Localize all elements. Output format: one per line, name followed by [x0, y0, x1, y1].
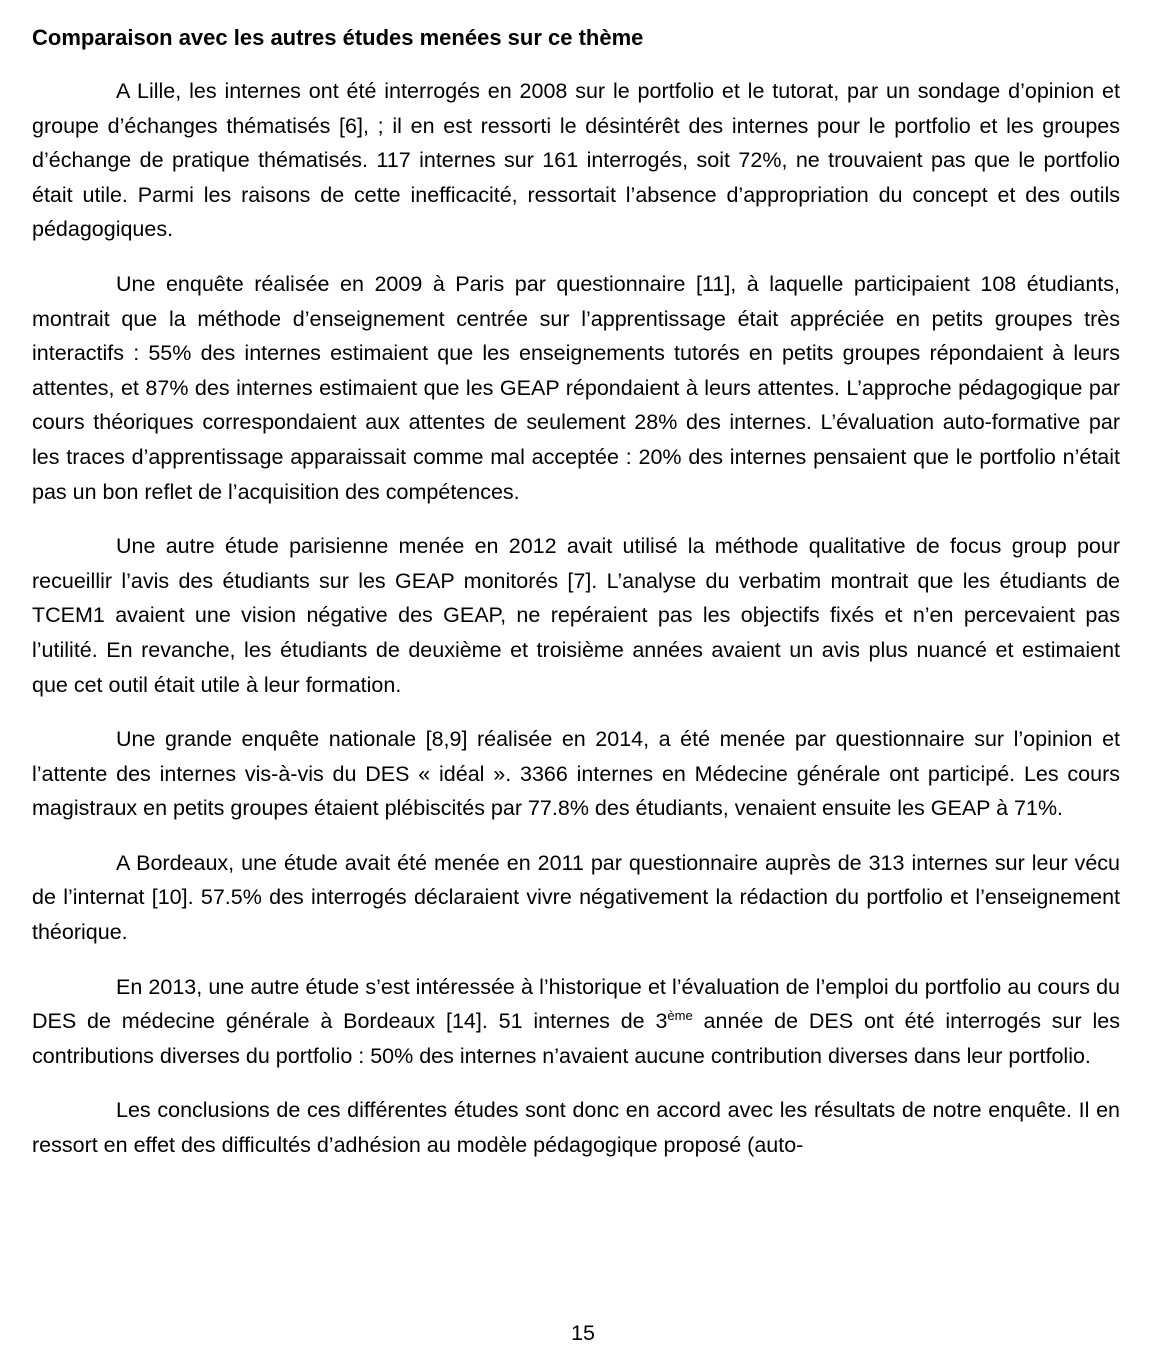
paragraph-paris-2012-study: Une autre étude parisienne menée en 2012 avait utilisé la méthode qualitative de focus group pour recueillir l’avis des étudiants sur les GEAP monitorés [7]. L’analyse du verbatim montrait que les étudiants de TCEM1 avaient une vision négative des GEAP, ne repéraient pas les objectifs fixés et n’en percevaient pas l’utilité. En revanche, les étudiants de deuxième et troisième années avaient un avis plus nuancé et estimaient que cet outil était utile à leur formation. — [32, 534, 1120, 697]
paragraph-bordeaux-2011-study: A Bordeaux, une étude avait été menée en 2011 par questionnaire auprès de 313 internes sur leur vécu de l’internat [10]. 57.5% des interrogés déclaraient vivre négativement la rédaction du portfolio et l’enseignement théorique. — [32, 850, 1120, 945]
paragraph-text-before: En 2013, une autre étude s’est intéressée à l’historique et l’évaluation de l’emploi du portfolio au cours du DES de médecine générale à Bordeaux [14]. 51 internes de 3 — [32, 974, 1120, 1034]
paragraph-national-survey: Une grande enquête nationale [8,9] réalisée en 2014, a été menée par questionnaire sur l’opinion et l’attente des internes vis-à-vis du DES « idéal ». 3366 internes en Médecine générale ont participé. Les cours magistraux en petits groupes étaient plébiscités par 77.8% des étudiants, venaient ensuite les GEAP à 71%. — [32, 727, 1120, 821]
paragraph-conclusions: Les conclusions de ces différentes études sont donc en accord avec les résultats de notre enquête. Il en ressort en effet des difficultés d’adhésion au modèle pédagogique proposé (auto- — [32, 1098, 1120, 1158]
document-page — [32, 22, 1120, 1183]
paragraph-bordeaux-2013-study — [32, 970, 1120, 1074]
ordinal-superscript: ème — [667, 1008, 693, 1024]
paragraph-paris-2009-study: Une enquête réalisée en 2009 à Paris par questionnaire [11], à laquelle participaient 108 étudiants, montrait que la méthode d’enseignement centrée sur l’apprentissage était appréciée en petits groupes très interactifs : 55% des internes estimaient que les enseignements tutorés en petits groupes répondaient à leurs attentes, et 87% des internes estimaient que les GEAP répondaient à leurs attentes. L’approche pédagogique par cours théoriques correspondaient aux attentes de seulement 28% des internes. L’évaluation auto-formative par les traces d’apprentissage apparaissait comme mal acceptée : 20% des internes pensaient que le portfolio n’était pas un bon reflet de l’acquisition des compétences. — [32, 271, 1120, 504]
page-number: 15 — [571, 1321, 595, 1345]
paragraph-lille-study: A Lille, les internes ont été interrogés en 2008 sur le portfolio et le tutorat, par un sondage d’opinion et groupe d’échanges thématisés [6], ; il en est ressorti le désintérêt des internes pour le portfolio et les groupes d’échange de pratique thématisés. 117 internes sur 161 interrogés, soit 72%, ne trouvaient pas que le portfolio était utile. Parmi les raisons de cette inefficacité, ressortait l’absence d’appropriation du concept et des outils pédagogiques. — [32, 79, 1120, 242]
paragraph-text-after: année de DES ont été interrogés sur les contributions diverses du portfolio : 50% des internes n’avaient aucune contribution diverses dans leur portfolio. — [32, 1009, 1120, 1068]
section-heading: Comparaison avec les autres études menées sur ce thème — [32, 25, 644, 50]
